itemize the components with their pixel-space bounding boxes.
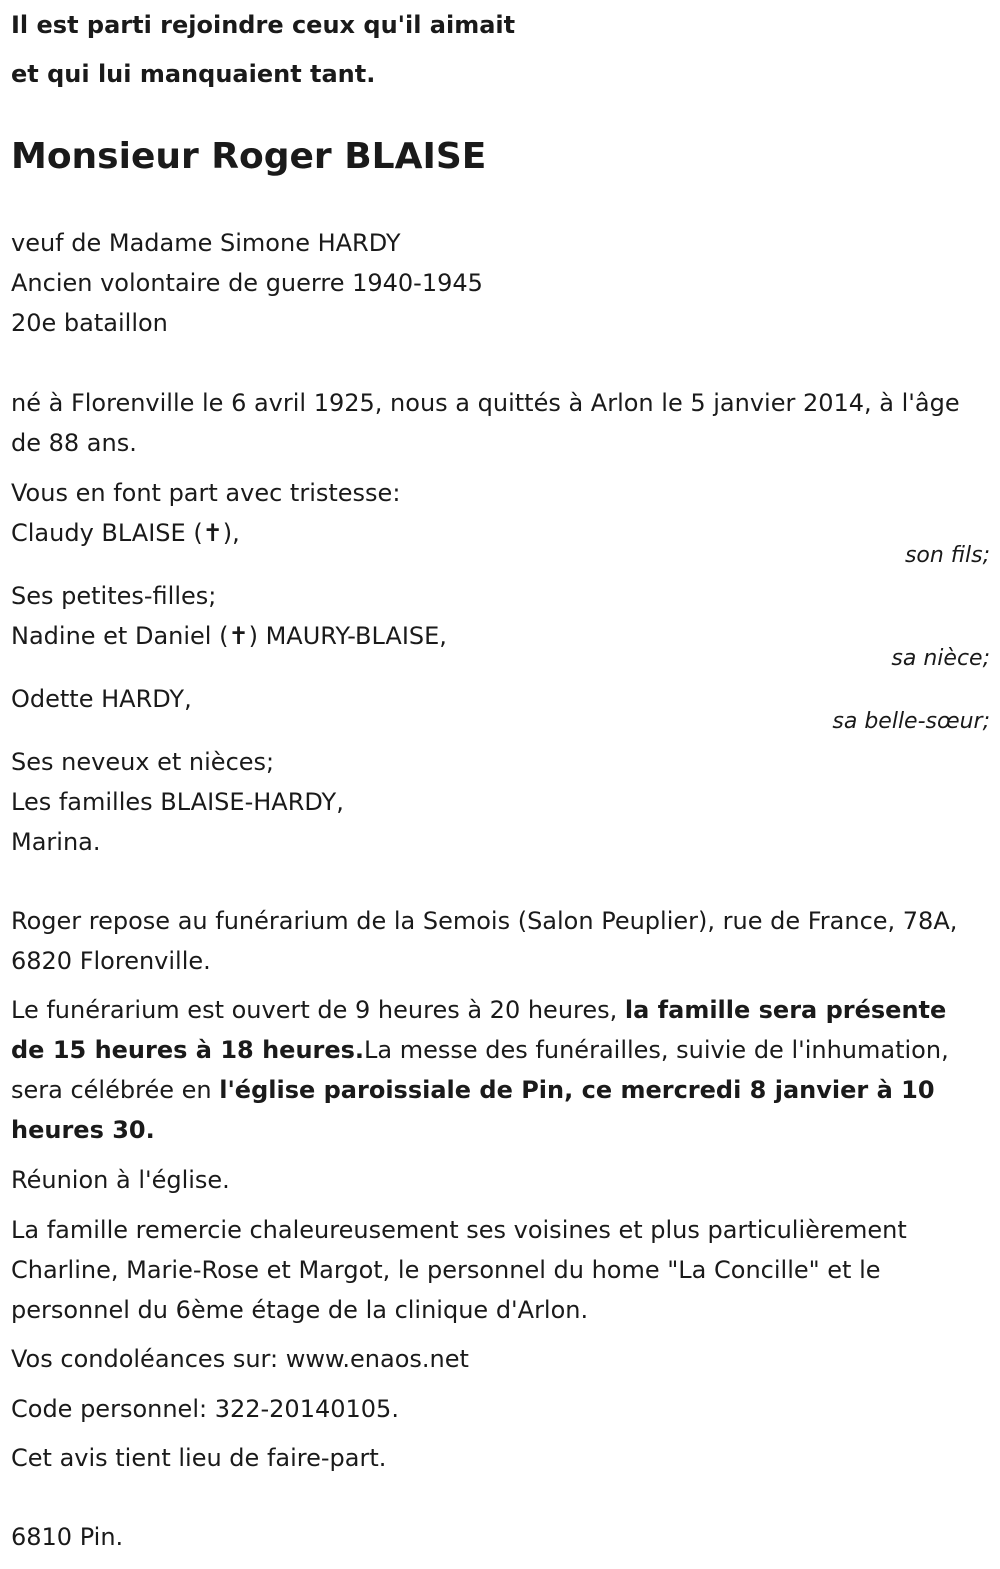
family-member: Odette HARDY,: [11, 685, 192, 713]
family-member: Ses neveux et nièces;: [11, 748, 275, 776]
family-member: Claudy BLAISE (✝),: [11, 519, 240, 547]
family-relation: sa belle-sœur;: [832, 709, 990, 734]
personal-code: Code personnel: 322-20140105.: [11, 1395, 399, 1423]
family-member: Les familles BLAISE-HARDY,: [11, 788, 344, 816]
funeral-text-1: Le funérarium est ouvert de 9 heures à 20 heures,: [11, 996, 625, 1024]
widower-of: veuf de Madame Simone HARDY: [11, 229, 401, 257]
intro-line-1: Il est parti rejoindre ceux qu'il aimait: [11, 11, 516, 39]
funeral-text-2: La messe des funérailles, suivie de l'inhumation, sera célébrée en: [11, 1036, 949, 1104]
funeral-paragraph: [11, 990, 986, 1150]
family-relation: sa nièce;: [891, 646, 990, 671]
funeral-church-date: l'église paroissiale de Pin, ce mercredi 8 janvier à 10 heures 30.: [11, 1076, 935, 1144]
intro-line-2: et qui lui manquaient tant.: [11, 60, 376, 88]
condolences-line: Vos condoléances sur: www.enaos.net: [11, 1345, 469, 1373]
family-member: Marina.: [11, 828, 101, 856]
thanks-paragraph: La famille remercie chaleureusement ses voisines et plus particulièrement Charline, Marie-Rose et Margot, le personnel du home "La Concille" et le personnel du 6ème étage de la clinique d'Arlon.: [11, 1216, 907, 1324]
announcement: Vous en font part avec tristesse:: [11, 479, 401, 507]
meeting-note: Réunion à l'église.: [11, 1166, 230, 1194]
family-member: Ses petites-filles;: [11, 582, 217, 610]
deceased-name: Monsieur Roger BLAISE: [11, 136, 487, 177]
birth-death-paragraph: né à Florenville le 6 avril 1925, nous a quittés à Arlon le 5 janvier 2014, à l'âge de 88 ans.: [11, 389, 960, 457]
rest-paragraph: Roger repose au funérarium de la Semois (Salon Peuplier), rue de France, 78A, 6820 Florenville.: [11, 907, 958, 975]
address-line: 6810 Pin.: [11, 1523, 124, 1551]
veteran-title: Ancien volontaire de guerre 1940-1945: [11, 269, 483, 297]
notice-line: Cet avis tient lieu de faire-part.: [11, 1444, 387, 1472]
family-member: Nadine et Daniel (✝) MAURY-BLAISE,: [11, 622, 447, 650]
family-relation: son fils;: [904, 543, 990, 568]
funeral-family-presence: la famille sera présente de 15 heures à 18 heures.: [11, 996, 947, 1064]
battalion: 20e bataillon: [11, 309, 168, 337]
